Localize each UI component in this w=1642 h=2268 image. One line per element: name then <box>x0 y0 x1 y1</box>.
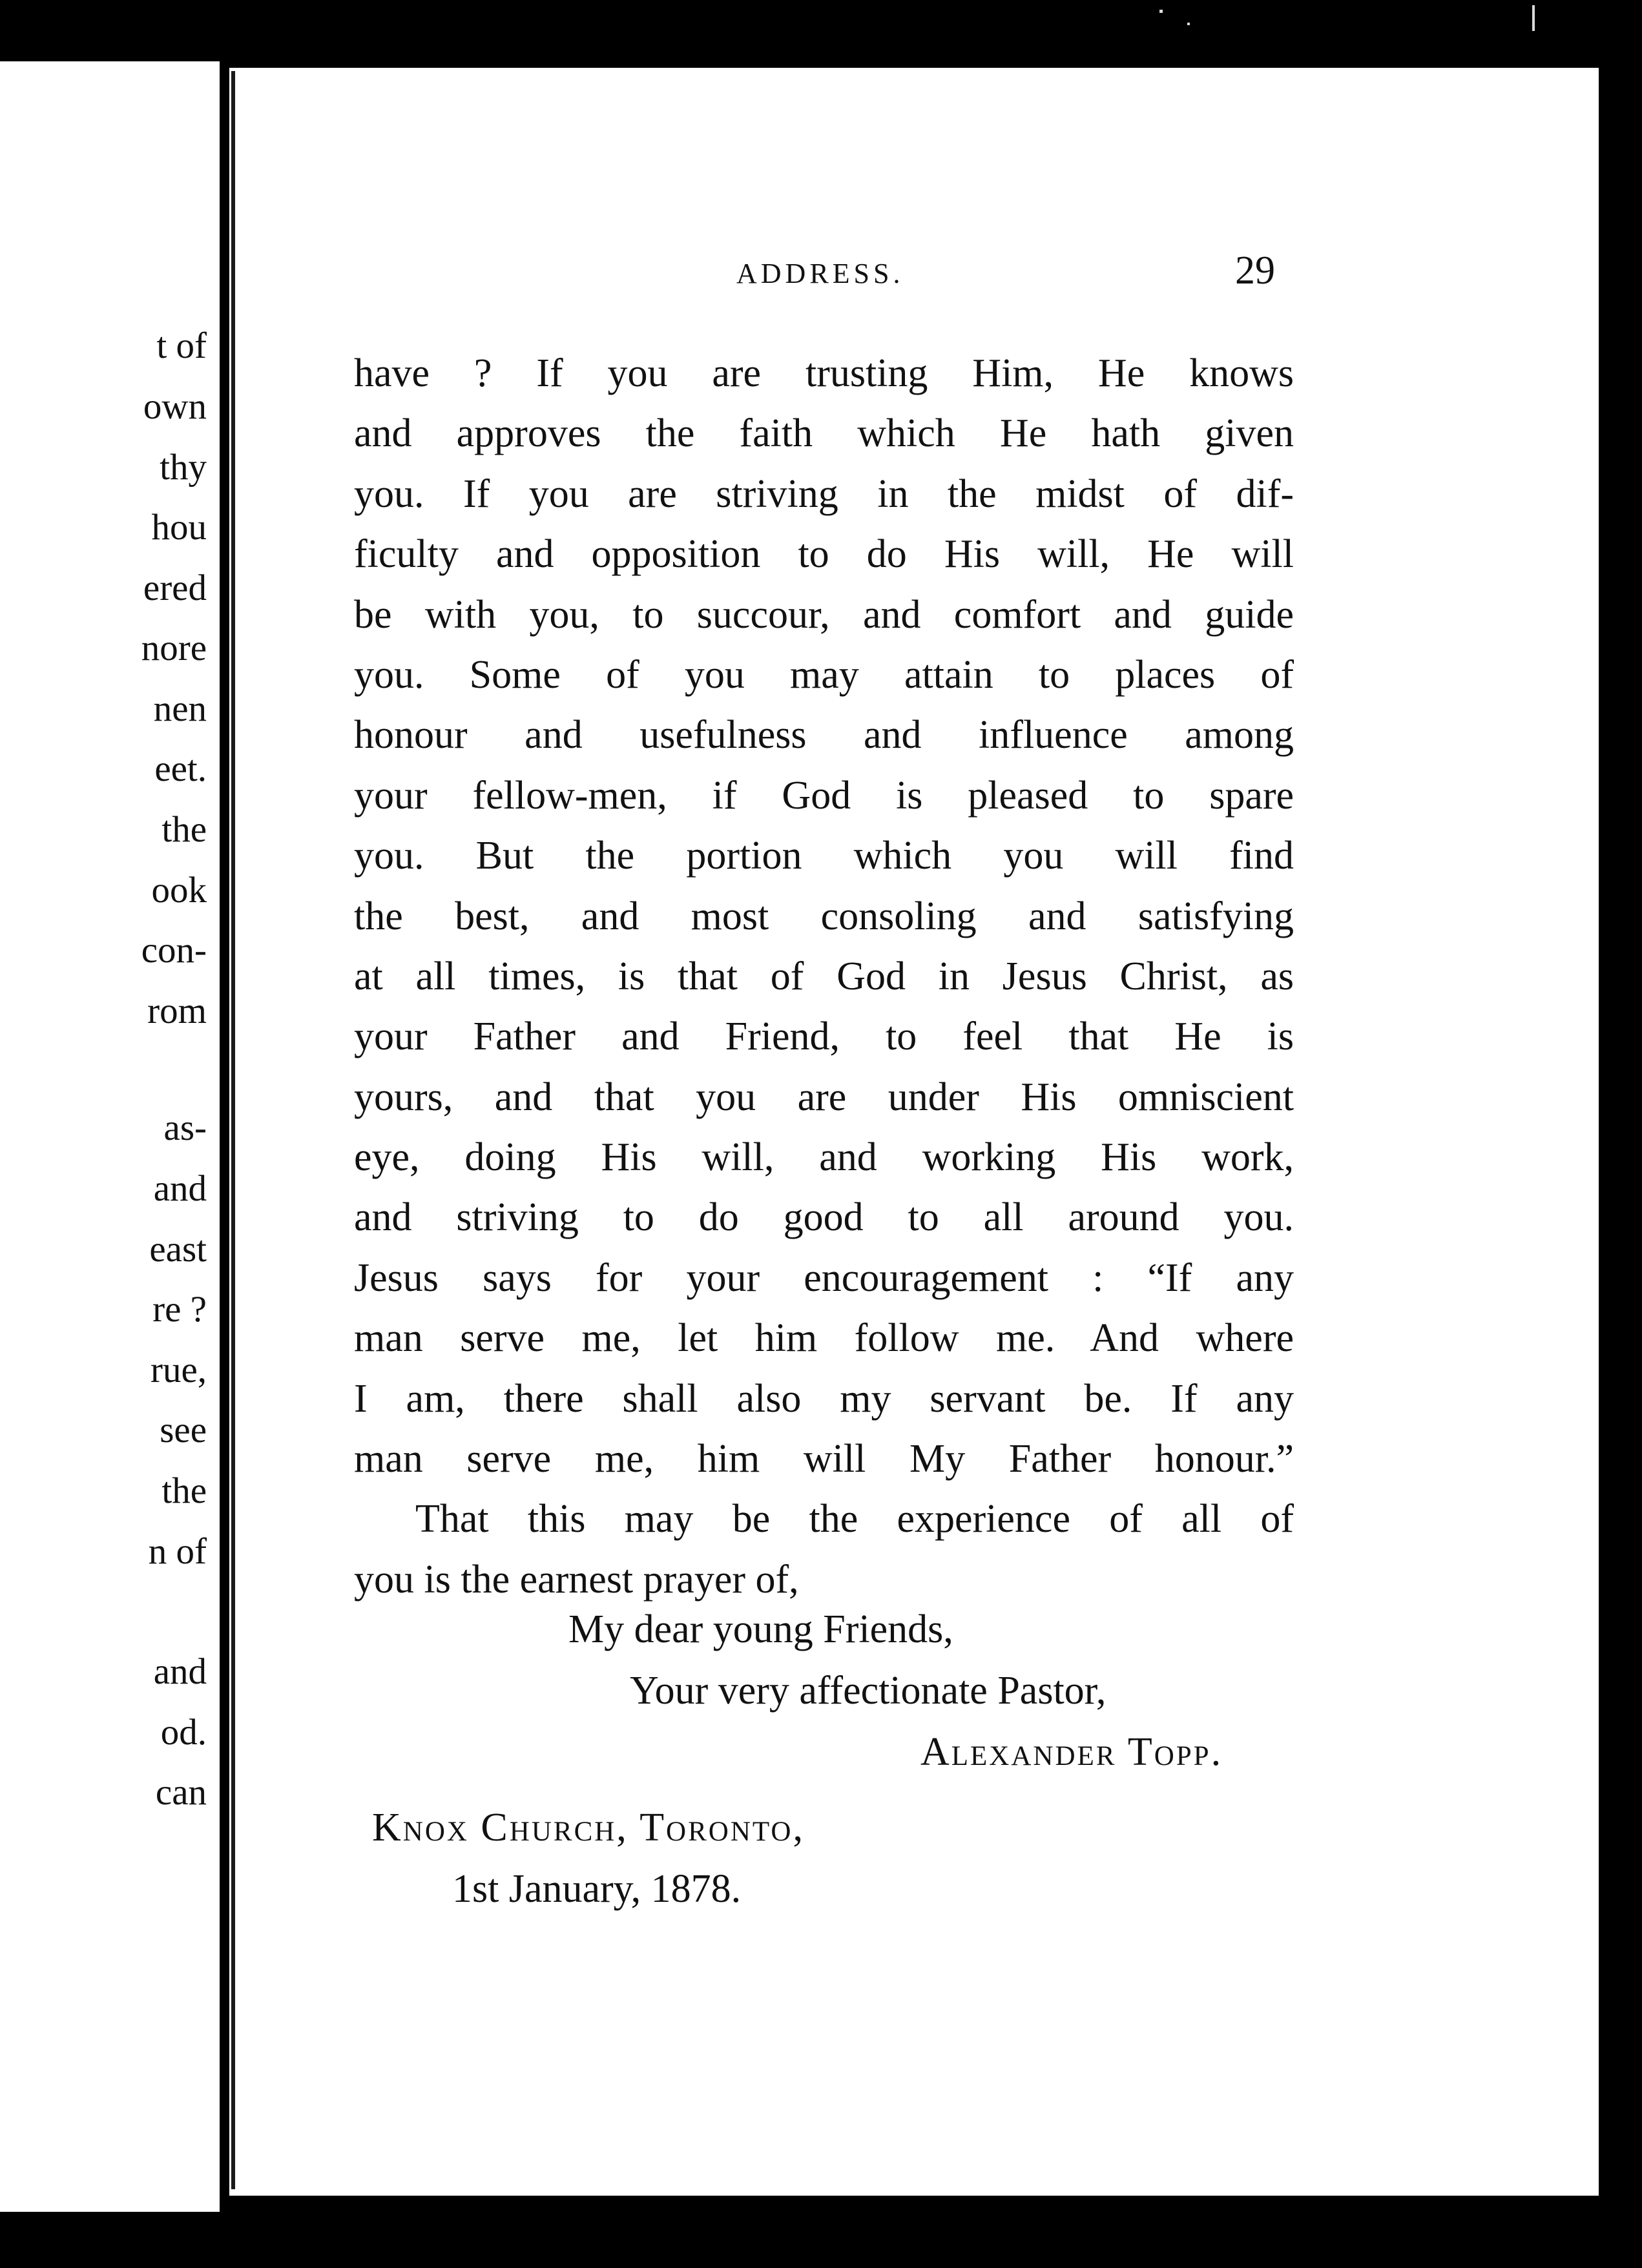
left-page-line: the <box>161 809 207 850</box>
body-line: Jesus says for your encouragement : “If any <box>354 1255 1294 1300</box>
left-page-line: ook <box>151 870 207 911</box>
closing-date: 1st January, 1878. <box>452 1867 742 1911</box>
body-line: at all times, is that of God in Jesus Christ, as <box>354 954 1294 998</box>
left-page-line: eet. <box>154 748 207 789</box>
body-line: eye, doing His will, and working His work, <box>354 1135 1294 1180</box>
left-page-line: t of <box>156 325 207 366</box>
left-page-fragment <box>0 61 220 2212</box>
closing-place: Knox Church, Toronto, <box>372 1806 805 1850</box>
left-page-line: the <box>161 1470 207 1511</box>
left-page-line: hou <box>151 507 207 548</box>
left-page-line: and <box>153 1168 207 1209</box>
signature-name: Alexander Topp. <box>920 1730 1223 1774</box>
left-page-line: rom <box>147 991 207 1031</box>
body-line: your fellow-men, if God is pleased to spare <box>354 773 1294 818</box>
left-page-line: see <box>160 1410 207 1450</box>
scan-speck <box>1159 10 1163 13</box>
body-line: you is the earnest prayer of, <box>354 1557 799 1602</box>
left-page-line: and <box>153 1651 207 1692</box>
body-line: I am, there shall also my servant be. If any <box>354 1376 1294 1421</box>
body-line: you. If you are striving in the midst of dif- <box>354 471 1294 516</box>
body-line: and striving to do good to all around you. <box>354 1195 1294 1240</box>
body-line: have ? If you are trusting Him, He knows <box>354 351 1294 395</box>
page-number: 29 <box>1235 249 1275 293</box>
closing-salutation: My dear young Friends, <box>568 1607 953 1651</box>
body-line: your Father and Friend, to feel that He is <box>354 1015 1294 1059</box>
left-page-line: as- <box>163 1108 207 1148</box>
left-page-line: nen <box>153 688 207 729</box>
left-page-line: rue, <box>150 1350 207 1390</box>
closing-valediction: Your very affectionate Pastor, <box>630 1669 1107 1713</box>
left-page-line: con- <box>141 930 207 971</box>
left-page-line: thy <box>160 447 207 488</box>
body-line: be with you, to succour, and comfort and guide <box>354 592 1294 637</box>
left-page-line: od. <box>160 1712 207 1753</box>
body-line: you. But the portion which you will find <box>354 834 1294 878</box>
left-page-line: east <box>149 1229 207 1270</box>
body-line: man serve me, him will My Father honour.” <box>354 1437 1294 1481</box>
left-page-line: n of <box>148 1531 207 1572</box>
body-line: you. Some of you may attain to places of <box>354 652 1294 697</box>
left-page-line: can <box>155 1772 207 1813</box>
body-line: and approves the faith which He hath given <box>354 411 1294 456</box>
page-fold-line <box>231 71 235 2189</box>
running-head: ADDRESS. <box>736 258 904 289</box>
scan-speck <box>1187 23 1190 25</box>
body-line: That this may be the experience of all of <box>415 1497 1294 1541</box>
body-line: yours, and that you are under His omniscient <box>354 1075 1294 1119</box>
left-page-line: ered <box>143 568 207 608</box>
scan-speck <box>1532 5 1535 31</box>
body-text <box>354 344 1294 1610</box>
left-page-line: re ? <box>152 1289 207 1330</box>
left-page-line: own <box>143 386 207 427</box>
body-line: honour and usefulness and influence among <box>354 713 1294 758</box>
body-line: the best, and most consoling and satisfying <box>354 894 1294 938</box>
body-line: ficulty and opposition to do His will, He will <box>354 532 1294 577</box>
left-page-line: nore <box>141 628 207 668</box>
body-line: man serve me, let him follow me. And where <box>354 1316 1294 1361</box>
